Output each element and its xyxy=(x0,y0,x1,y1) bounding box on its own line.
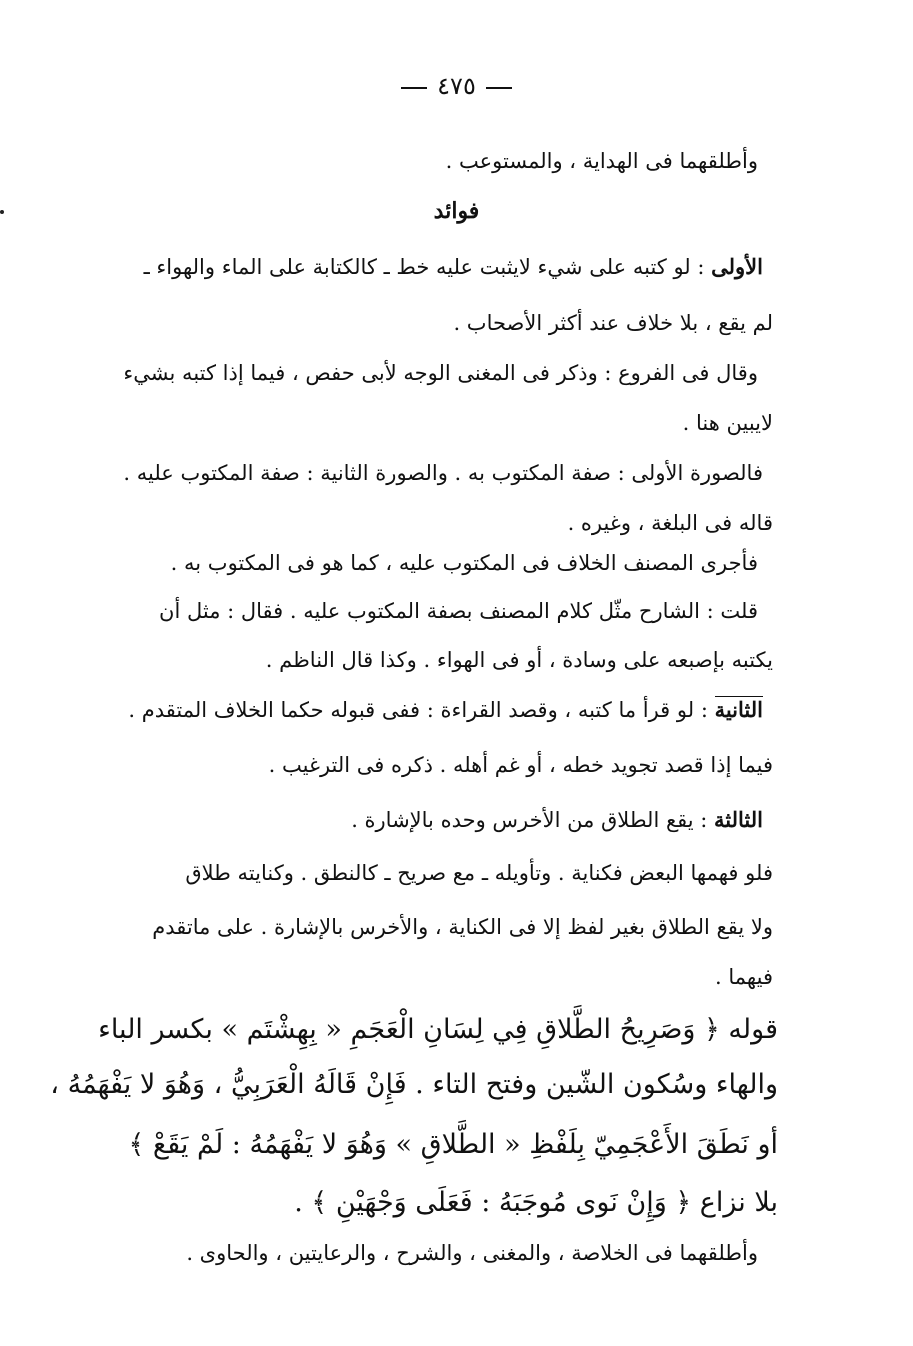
text-line-11-body: : لو قرأ ما كتبه ، وقصد القراءة : ففى قبوله حكما الخلاف المتقدم . xyxy=(128,698,715,722)
page-header xyxy=(0,72,913,100)
text-line-14: فلو فهمها البعض فكناية . وتأويله ـ مع صريح ـ كالنطق . وكنايته طلاق xyxy=(185,861,773,885)
text-line-1: وأطلقهما فى الهداية ، والمستوعب . xyxy=(445,149,758,173)
item-label-second: الثانية xyxy=(714,697,763,722)
text-line-5: لايبين هنا . xyxy=(682,411,773,435)
item-label-first: الأولى xyxy=(711,254,763,279)
text-line-3: لم يقع ، بلا خلاف عند أكثر الأصحاب . xyxy=(453,311,773,335)
text-line-2-body: : لو كتبه على شيء لايثبت عليه خط ـ كالكتابة على الماء والهواء ـ xyxy=(143,255,712,279)
text-line-4: وقال فى الفروع : وذكر فى المغنى الوجه لأبى حفص ، فيما إذا كتبه بشيء xyxy=(123,361,758,385)
item-label-third: الثالثة xyxy=(714,807,763,832)
text-line-16: فيهما . xyxy=(715,965,773,989)
section-heading: فوائد xyxy=(433,198,480,224)
text-line-10: يكتبه بإصبعه على وسادة ، أو فى الهواء . وكذا قال الناظم . xyxy=(265,648,773,672)
text-line-6: فالصورة الأولى : صفة المكتوب به . والصورة الثانية : صفة المكتوب عليه . xyxy=(123,461,763,485)
quoted-line-1: قوله ﴿ وَصَرِيحُ الطَّلاقِ فِي لِسَانِ الْعَجَمِ « بِهِشْتَم » بكسر الباء xyxy=(98,1014,778,1045)
header-dash-right xyxy=(401,87,427,89)
quoted-line-3: أو نَطَقَ الأَعْجَمِيّ بِلَفْظِ « الطَّلاقِ » وَهُوَ لا يَفْهَمُهُ : لَمْ يَقَعْ ﴾ xyxy=(128,1129,778,1160)
text-line-9: قلت : الشارح مثّل كلام المصنف بصفة المكتوب عليه . فقال : مثل أن xyxy=(159,599,758,623)
quoted-line-2: والهاء وسُكون الشّين وفتح التاء . فَإِنْ قَالَهُ الْعَرَبِيُّ ، وَهُوَ لا يَفْهَمُهُ ، xyxy=(50,1069,778,1100)
text-line-17: وأطلقهما فى الخلاصة ، والمغنى ، والشرح ، والرعايتين ، والحاوى . xyxy=(186,1241,758,1265)
text-line-15: ولا يقع الطلاق بغير لفظ إلا فى الكناية ، والأخرس بالإشارة . على ماتقدم xyxy=(152,915,773,939)
text-line-8: فأجرى المصنف الخلاف فى المكتوب عليه ، كما هو فى المكتوب به . xyxy=(170,551,758,575)
text-line-12: فيما إذا قصد تجويد خطه ، أو غم أهله . ذكره فى الترغيب . xyxy=(268,753,773,777)
page-number: ٤٧٥ xyxy=(437,72,476,100)
text-line-11 xyxy=(128,695,763,725)
quoted-line-4: بلا نزاع ﴿ وَإِنْ نَوى مُوجَبَهُ : فَعَلَى وَجْهَيْنِ ﴾ . xyxy=(294,1187,778,1218)
text-line-7: قاله فى البلغة ، وغيره . xyxy=(567,511,773,535)
header-dash-left xyxy=(486,87,512,89)
text-line-13 xyxy=(351,805,763,835)
text-line-13-body: : يقع الطلاق من الأخرس وحده بالإشارة . xyxy=(351,808,715,832)
text-line-2 xyxy=(143,252,763,282)
